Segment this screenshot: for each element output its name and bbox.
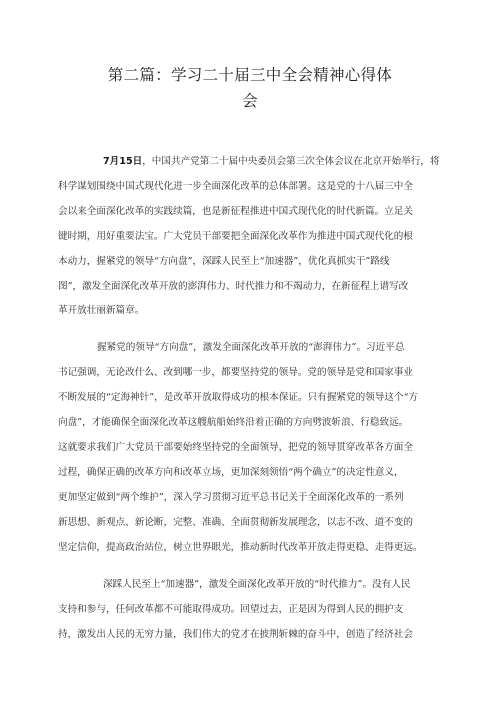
paragraph-3-line-3: 持，激发出人民的无穷力量，我们伟大的党才在披荆斩棘的奋斗中，创造了经济社会 bbox=[58, 629, 413, 640]
document-title-line-1: 第二篇：学习二十届三中全会精神心得体 bbox=[107, 66, 393, 84]
paragraph-2-line-8: 新思想、新观点、新论断，完整、准确、全面贯彻新发展理念，以志不改、道不变的 bbox=[58, 517, 413, 528]
paragraph-2-line-2: 书记强调，无论改什么、改到哪一步，都要坚持党的领导。党的领导是党和国家事业 bbox=[58, 367, 413, 378]
paragraph-2-line-6: 过程，确保正确的改革方向和改革立场，更加深刻领悟“两个确立”的决定性意义， bbox=[58, 467, 404, 478]
paragraph-3-line-2: 支持和参与，任何改革都不可能取得成功。回望过去，正是因为得到人民的拥护支 bbox=[58, 604, 404, 615]
paragraph-1-line-2: 科学谋划围绕中国式现代化进一步全面深化改革的总体部署。这是党的十八届三中全 bbox=[58, 181, 413, 192]
paragraph-1-line-1: 7月15日，中国共产党第二十届中央委员会第三次全体会议在北京开始举行，将 bbox=[103, 156, 440, 167]
paragraph-2-line-9: 坚定信仰，提高政治站位，树立世界眼光，推动新时代改革开放走得更稳、走得更远。 bbox=[58, 542, 423, 553]
paragraph-1-line-4: 键时期，用好重要法宝。广大党员干部要把全面深化改革作为推进中国式现代化的根 bbox=[58, 231, 413, 242]
paragraph-2-line-7: 更加坚定做到“两个维护”，深入学习贯彻习近平总书记关于全面深化改革的一系列 bbox=[58, 492, 404, 503]
paragraph-2-line-1: 握紧党的领导“方向盘”，激发全面深化改革开放的“澎湃伟力”。习近平总 bbox=[97, 342, 405, 353]
paragraph-2-line-3: 不断发展的“定海神针”，是改革开放取得成功的根本保证。只有握紧党的领导这个“方 bbox=[58, 392, 419, 403]
paragraph-2-line-4: 向盘”，才能确保全面深化改革这艘航船始终沿着正确的方向劈波斩浪、行稳致远。 bbox=[58, 417, 409, 428]
paragraph-2-line-5: 这就要求我们广大党员干部要始终坚持党的全面领导，把党的领导贯穿改革各方面全 bbox=[58, 442, 413, 453]
paragraph-1-line-7: 革开放壮丽新篇章。 bbox=[58, 305, 145, 316]
paragraph-1-line-5: 本动力，握紧党的领导“方向盘”，深踩人民至上“加速器”，优化真抓实干”路线 bbox=[58, 256, 390, 267]
paragraph-1-date: 7月15日 bbox=[103, 156, 143, 167]
paragraph-3-line-1: 深踩人民至上“加速器”，激发全面深化改革开放的“时代推力”。没有人民 bbox=[103, 579, 411, 590]
paragraph-1-line-3: 会以来全面深化改革的实践续篇，也是新征程推进中国式现代化的时代新篇。立足关 bbox=[58, 206, 413, 217]
document-title-line-2: 会 bbox=[242, 92, 258, 110]
paragraph-1-line-6: 图”，激发全面深化改革开放的澎湃伟力、时代推力和不竭动力，在新征程上谱写改 bbox=[58, 281, 409, 292]
